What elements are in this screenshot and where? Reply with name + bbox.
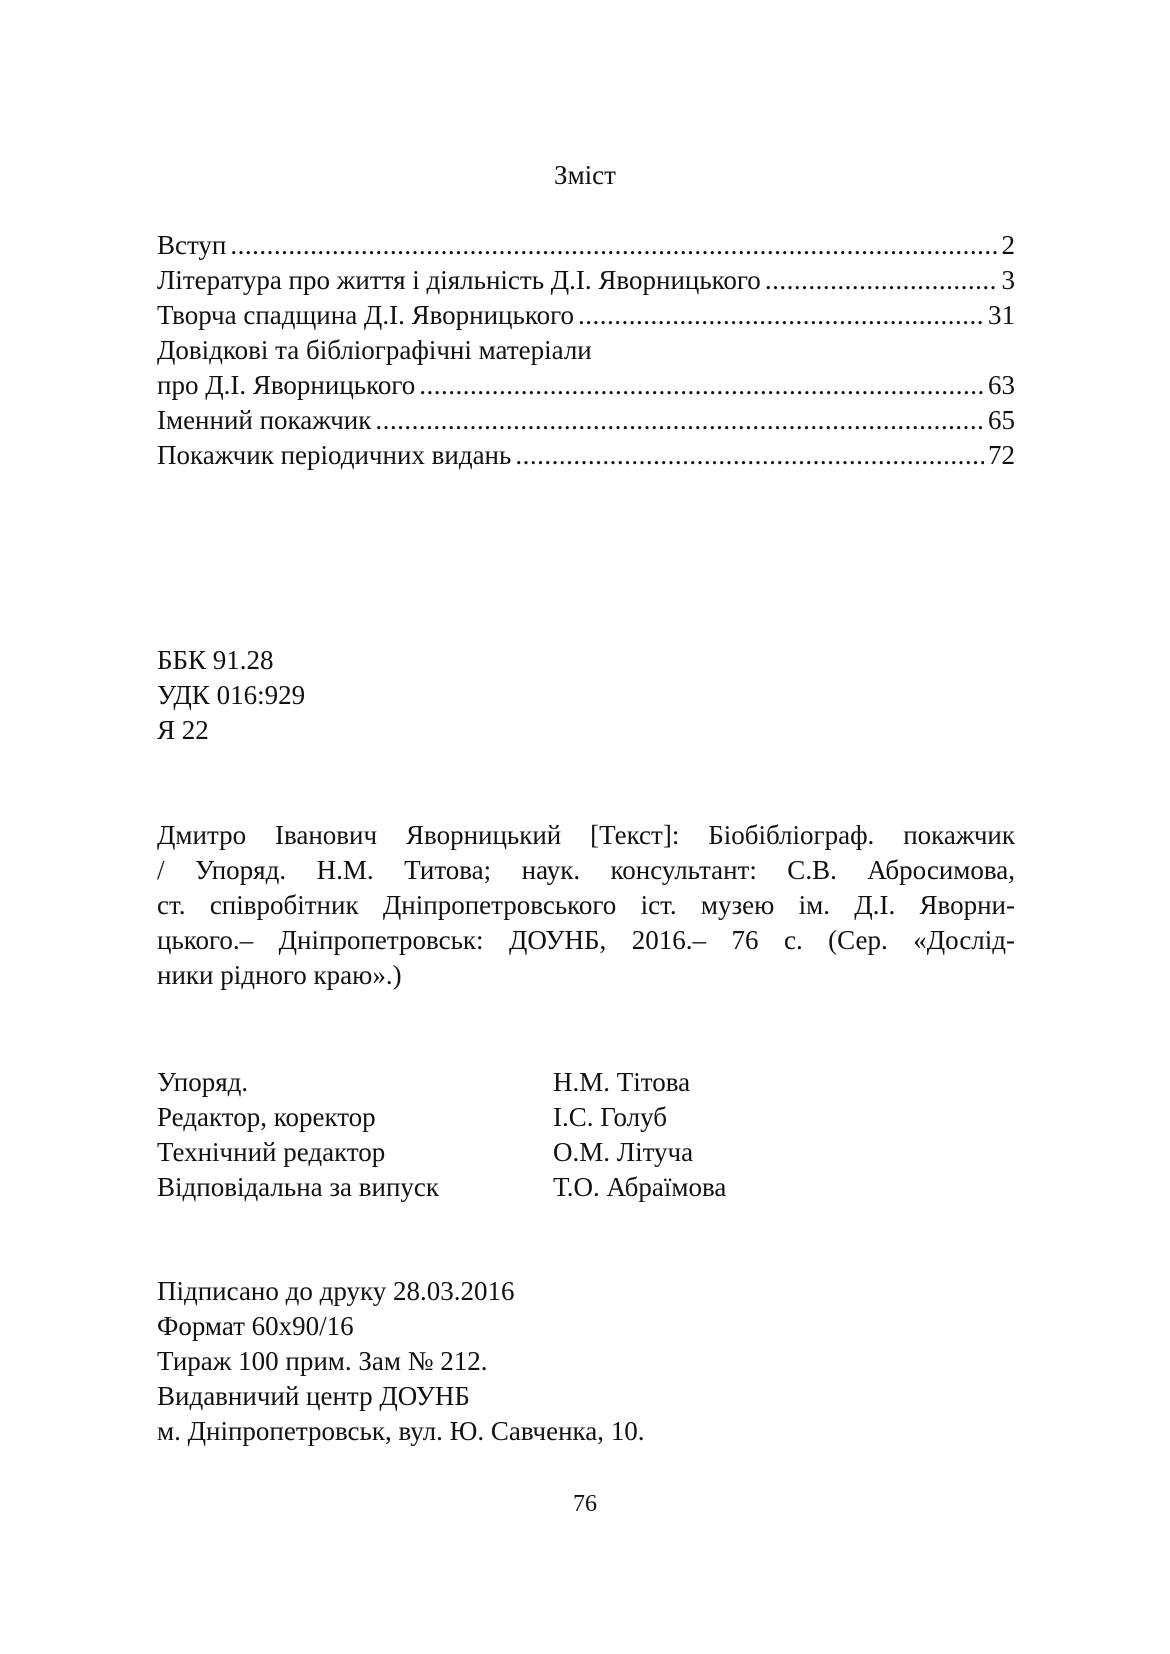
toc-entry-page: 31 (988, 300, 1015, 330)
toc-entry (157, 228, 1015, 263)
bibliographic-line: / Упоряд. Н.М. Титова; наук. консультант: С.В. Абросимова, (157, 855, 1015, 885)
staff-name: І.С. Голуб (553, 1102, 667, 1132)
toc-entry-page: 65 (988, 405, 1015, 435)
toc-entry-page: 63 (988, 370, 1015, 400)
staff-role: Упоряд. (157, 1067, 249, 1097)
bibliographic-record (157, 818, 1015, 993)
print-run: Тираж 100 прим. Зам № 212. (157, 1346, 488, 1376)
signed-to-print: Підписано до друку 28.03.2016 (157, 1276, 515, 1306)
staff-role: Відповідальна за випуск (157, 1172, 440, 1202)
toc-entry-page: 72 (988, 440, 1015, 470)
toc-leader-dots (419, 368, 984, 403)
toc-entry-title: про Д.І. Яворницького (157, 370, 416, 400)
toc-entry (157, 298, 1015, 333)
toc-entry-title: Творча спадщина Д.І. Яворницького (157, 300, 574, 330)
imprint-details (157, 1274, 645, 1449)
udk-code: УДК 016:929 (157, 680, 306, 710)
toc-entry (157, 403, 1015, 438)
toc-leader-dots (230, 228, 997, 263)
publisher-address: м. Дніпропетровськ, вул. Ю. Савченка, 10. (157, 1416, 645, 1446)
toc-leader-dots (375, 403, 984, 438)
toc-entry-title: Довідкові та бібліографічні матеріали (157, 335, 592, 365)
staff-name: Т.О. Абраїмова (553, 1172, 727, 1202)
paper-format: Формат 60х90/16 (157, 1311, 354, 1341)
author-mark: Я 22 (157, 715, 209, 745)
toc-entry-page: 2 (1001, 230, 1015, 260)
publisher: Видавничий центр ДОУНБ (157, 1381, 470, 1411)
bibliographic-line: ники рідного краю».) (157, 960, 402, 990)
bibliographic-line: цького.– Дніпропетровськ: ДОУНБ, 2016.– 76 с. (Сер. «Дослід- (157, 925, 1015, 955)
toc-entry-title: Іменний покажчик (157, 405, 372, 435)
contents-title: Зміст (554, 160, 616, 190)
toc-entry-page: 3 (1001, 265, 1015, 295)
toc-entry-title: Покажчик періодичних видань (157, 440, 512, 470)
page-number: 76 (573, 1491, 597, 1517)
toc-entry-title: Література про життя і діяльність Д.І. Яворницького (157, 265, 761, 295)
staff-name: О.М. Літуча (553, 1137, 694, 1167)
toc-entry (157, 438, 1015, 473)
staff-row (157, 1170, 1015, 1205)
staff-credits (157, 1065, 1015, 1205)
classification-codes (157, 643, 305, 748)
toc-entry (157, 368, 1015, 403)
toc-entry (157, 333, 1015, 368)
staff-role: Технічний редактор (157, 1137, 386, 1167)
toc-entry-title: Вступ (157, 230, 227, 260)
staff-name: Н.М. Тітова (553, 1067, 691, 1097)
staff-role: Редактор, коректор (157, 1102, 376, 1132)
toc-leader-dots (515, 438, 984, 473)
staff-row (157, 1135, 1015, 1170)
staff-row (157, 1100, 1015, 1135)
table-of-contents (157, 228, 1015, 473)
toc-leader-dots (578, 298, 984, 333)
toc-entry (157, 263, 1015, 298)
bbk-code: ББК 91.28 (157, 645, 274, 675)
toc-leader-dots (765, 263, 998, 298)
staff-row (157, 1065, 1015, 1100)
bibliographic-line: Дмитро Іванович Яворницький [Текст]: Біобібліограф. покажчик (157, 820, 1015, 850)
bibliographic-line: ст. співробітник Дніпропетровського іст. музею ім. Д.І. Яворни- (157, 890, 1015, 920)
